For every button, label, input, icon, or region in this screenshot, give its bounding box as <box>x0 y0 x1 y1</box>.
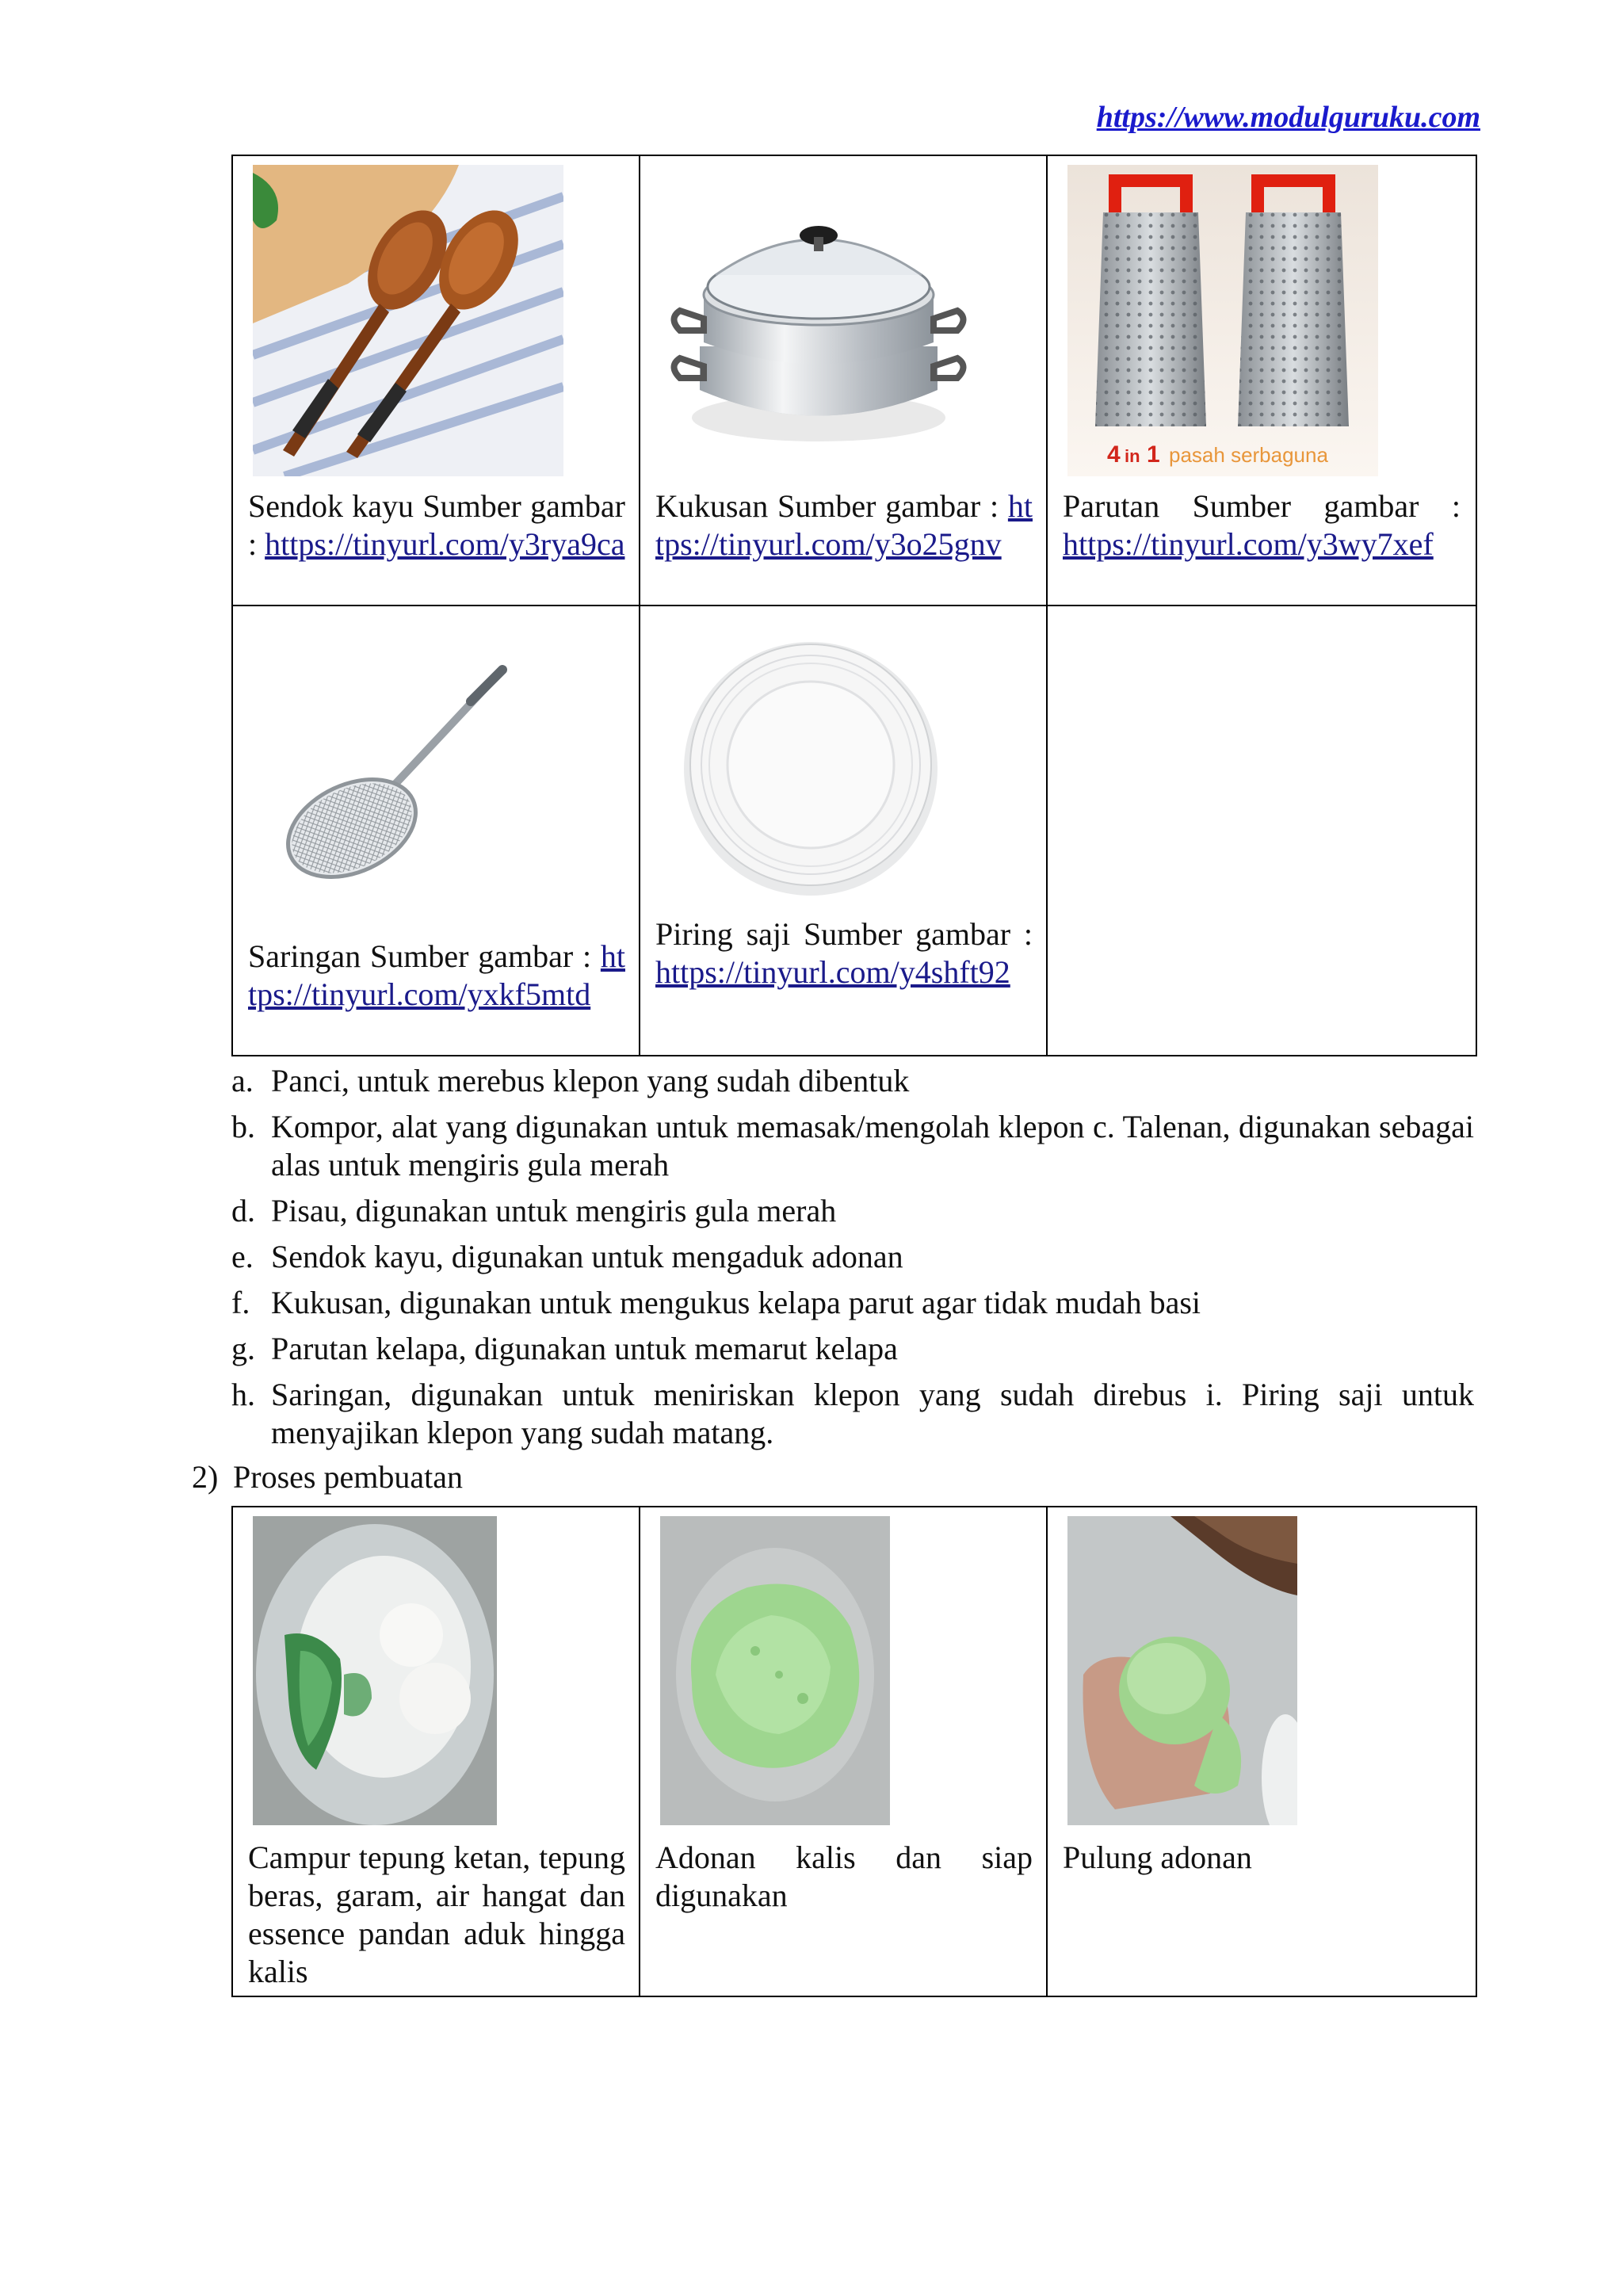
source-label: Sumber gambar : <box>777 488 999 524</box>
grater-caption-one: 1 <box>1147 441 1160 468</box>
process-caption-shape: Pulung adonan <box>1063 1839 1252 1875</box>
tool-name: Sendok kayu <box>248 488 414 524</box>
list-marker: d. <box>231 1193 255 1228</box>
serving-plate-photo <box>664 626 957 900</box>
process-cell-shape <box>1047 1507 1476 1996</box>
source-label: Sumber gambar : <box>248 488 626 562</box>
list-marker: b. <box>231 1109 255 1144</box>
grater-caption-in: in <box>1125 446 1140 466</box>
section-title: Proses pembuatan <box>233 1459 463 1495</box>
source-link[interactable]: https://tinyurl.com/yxkf5mtd <box>248 938 625 1012</box>
section-marker: 2) <box>192 1459 219 1495</box>
strainer-photo <box>281 662 510 892</box>
header-site-link[interactable]: https://www.modulguruku.com <box>1096 101 1480 134</box>
tools-caption-saringan <box>248 938 625 1014</box>
box-grater-photo <box>1067 165 1378 476</box>
list-marker: f. <box>231 1285 250 1320</box>
list-item <box>231 1330 1474 1368</box>
tools-caption-piring-saji <box>655 915 1033 991</box>
tools-cell-empty <box>1047 606 1476 1056</box>
tool-name: Parutan <box>1063 488 1160 524</box>
source-label: Sumber gambar : <box>1192 488 1461 524</box>
list-text: Panci, untuk merebus klepon yang sudah dibentuk <box>271 1063 910 1098</box>
tools-cell-saringan <box>232 606 640 1056</box>
mixing-flour-photo <box>253 1516 497 1825</box>
tool-name: Saringan <box>248 938 361 974</box>
list-text: Parutan kelapa, digunakan untuk memarut kelapa <box>271 1331 898 1366</box>
list-marker: a. <box>231 1063 254 1098</box>
shaping-dough-photo <box>1067 1516 1297 1825</box>
grater-caption-text: pasah serbaguna <box>1169 443 1328 467</box>
list-text: Pisau, digunakan untuk mengiris gula merah <box>271 1193 837 1228</box>
tools-caption-parutan <box>1063 487 1461 563</box>
process-caption-mix: Campur tepung ketan, tepung beras, garam, air hangat dan essence pandan aduk hingga kalis <box>248 1839 625 1989</box>
wooden-spoons-photo <box>253 165 563 476</box>
process-cell-mix <box>232 1507 640 1996</box>
source-link[interactable]: https://tinyurl.com/y3rya9ca <box>265 526 625 562</box>
list-item <box>231 1284 1474 1322</box>
tool-name: Kukusan <box>655 488 769 524</box>
source-link[interactable]: https://tinyurl.com/y4shft92 <box>655 954 1010 990</box>
tools-table <box>231 155 1477 1056</box>
list-item <box>231 1108 1474 1184</box>
tools-caption-sendok-kayu <box>248 487 625 563</box>
list-text: Kompor, alat yang digunakan untuk memasak/mengolah klepon c. Talenan, digunakan sebagai alas untuk mengiris gula merah <box>271 1109 1474 1182</box>
list-text: Kukusan, digunakan untuk mengukus kelapa parut agar tidak mudah basi <box>271 1285 1201 1320</box>
grater-caption-number: 4 <box>1107 441 1121 468</box>
tools-cell-parutan <box>1047 155 1476 606</box>
list-item <box>231 1192 1474 1230</box>
green-dough-photo <box>660 1516 890 1825</box>
section-heading-proses <box>192 1458 463 1496</box>
tools-cell-kukusan <box>640 155 1047 606</box>
tools-list <box>231 1062 1474 1460</box>
tools-caption-kukusan <box>655 487 1033 563</box>
tools-cell-piring-saji <box>640 606 1047 1056</box>
list-text: Saringan, digunakan untuk meniriskan klepon yang sudah direbus i. Piring saji untuk menyajikan klepon yang sudah matang. <box>271 1377 1474 1450</box>
source-label: Sumber gambar : <box>803 916 1033 952</box>
list-marker: h. <box>231 1377 255 1412</box>
list-text: Sendok kayu, digunakan untuk mengaduk adonan <box>271 1239 903 1274</box>
list-marker: g. <box>231 1331 255 1366</box>
list-marker: e. <box>231 1239 254 1274</box>
tools-cell-sendok-kayu <box>232 155 640 606</box>
tool-name: Piring saji <box>655 916 791 952</box>
source-link[interactable]: https://tinyurl.com/y3o25gnv <box>655 488 1033 562</box>
list-item <box>231 1238 1474 1276</box>
process-table <box>231 1506 1477 1997</box>
list-item <box>231 1376 1474 1452</box>
list-item <box>231 1062 1474 1100</box>
steamer-pot-photo <box>660 188 977 449</box>
source-link[interactable]: https://tinyurl.com/y3wy7xef <box>1063 526 1434 562</box>
process-caption-dough: Adonan kalis dan siap digunakan <box>655 1839 1033 1913</box>
process-cell-dough <box>640 1507 1047 1996</box>
source-label: Sumber gambar : <box>369 938 592 974</box>
